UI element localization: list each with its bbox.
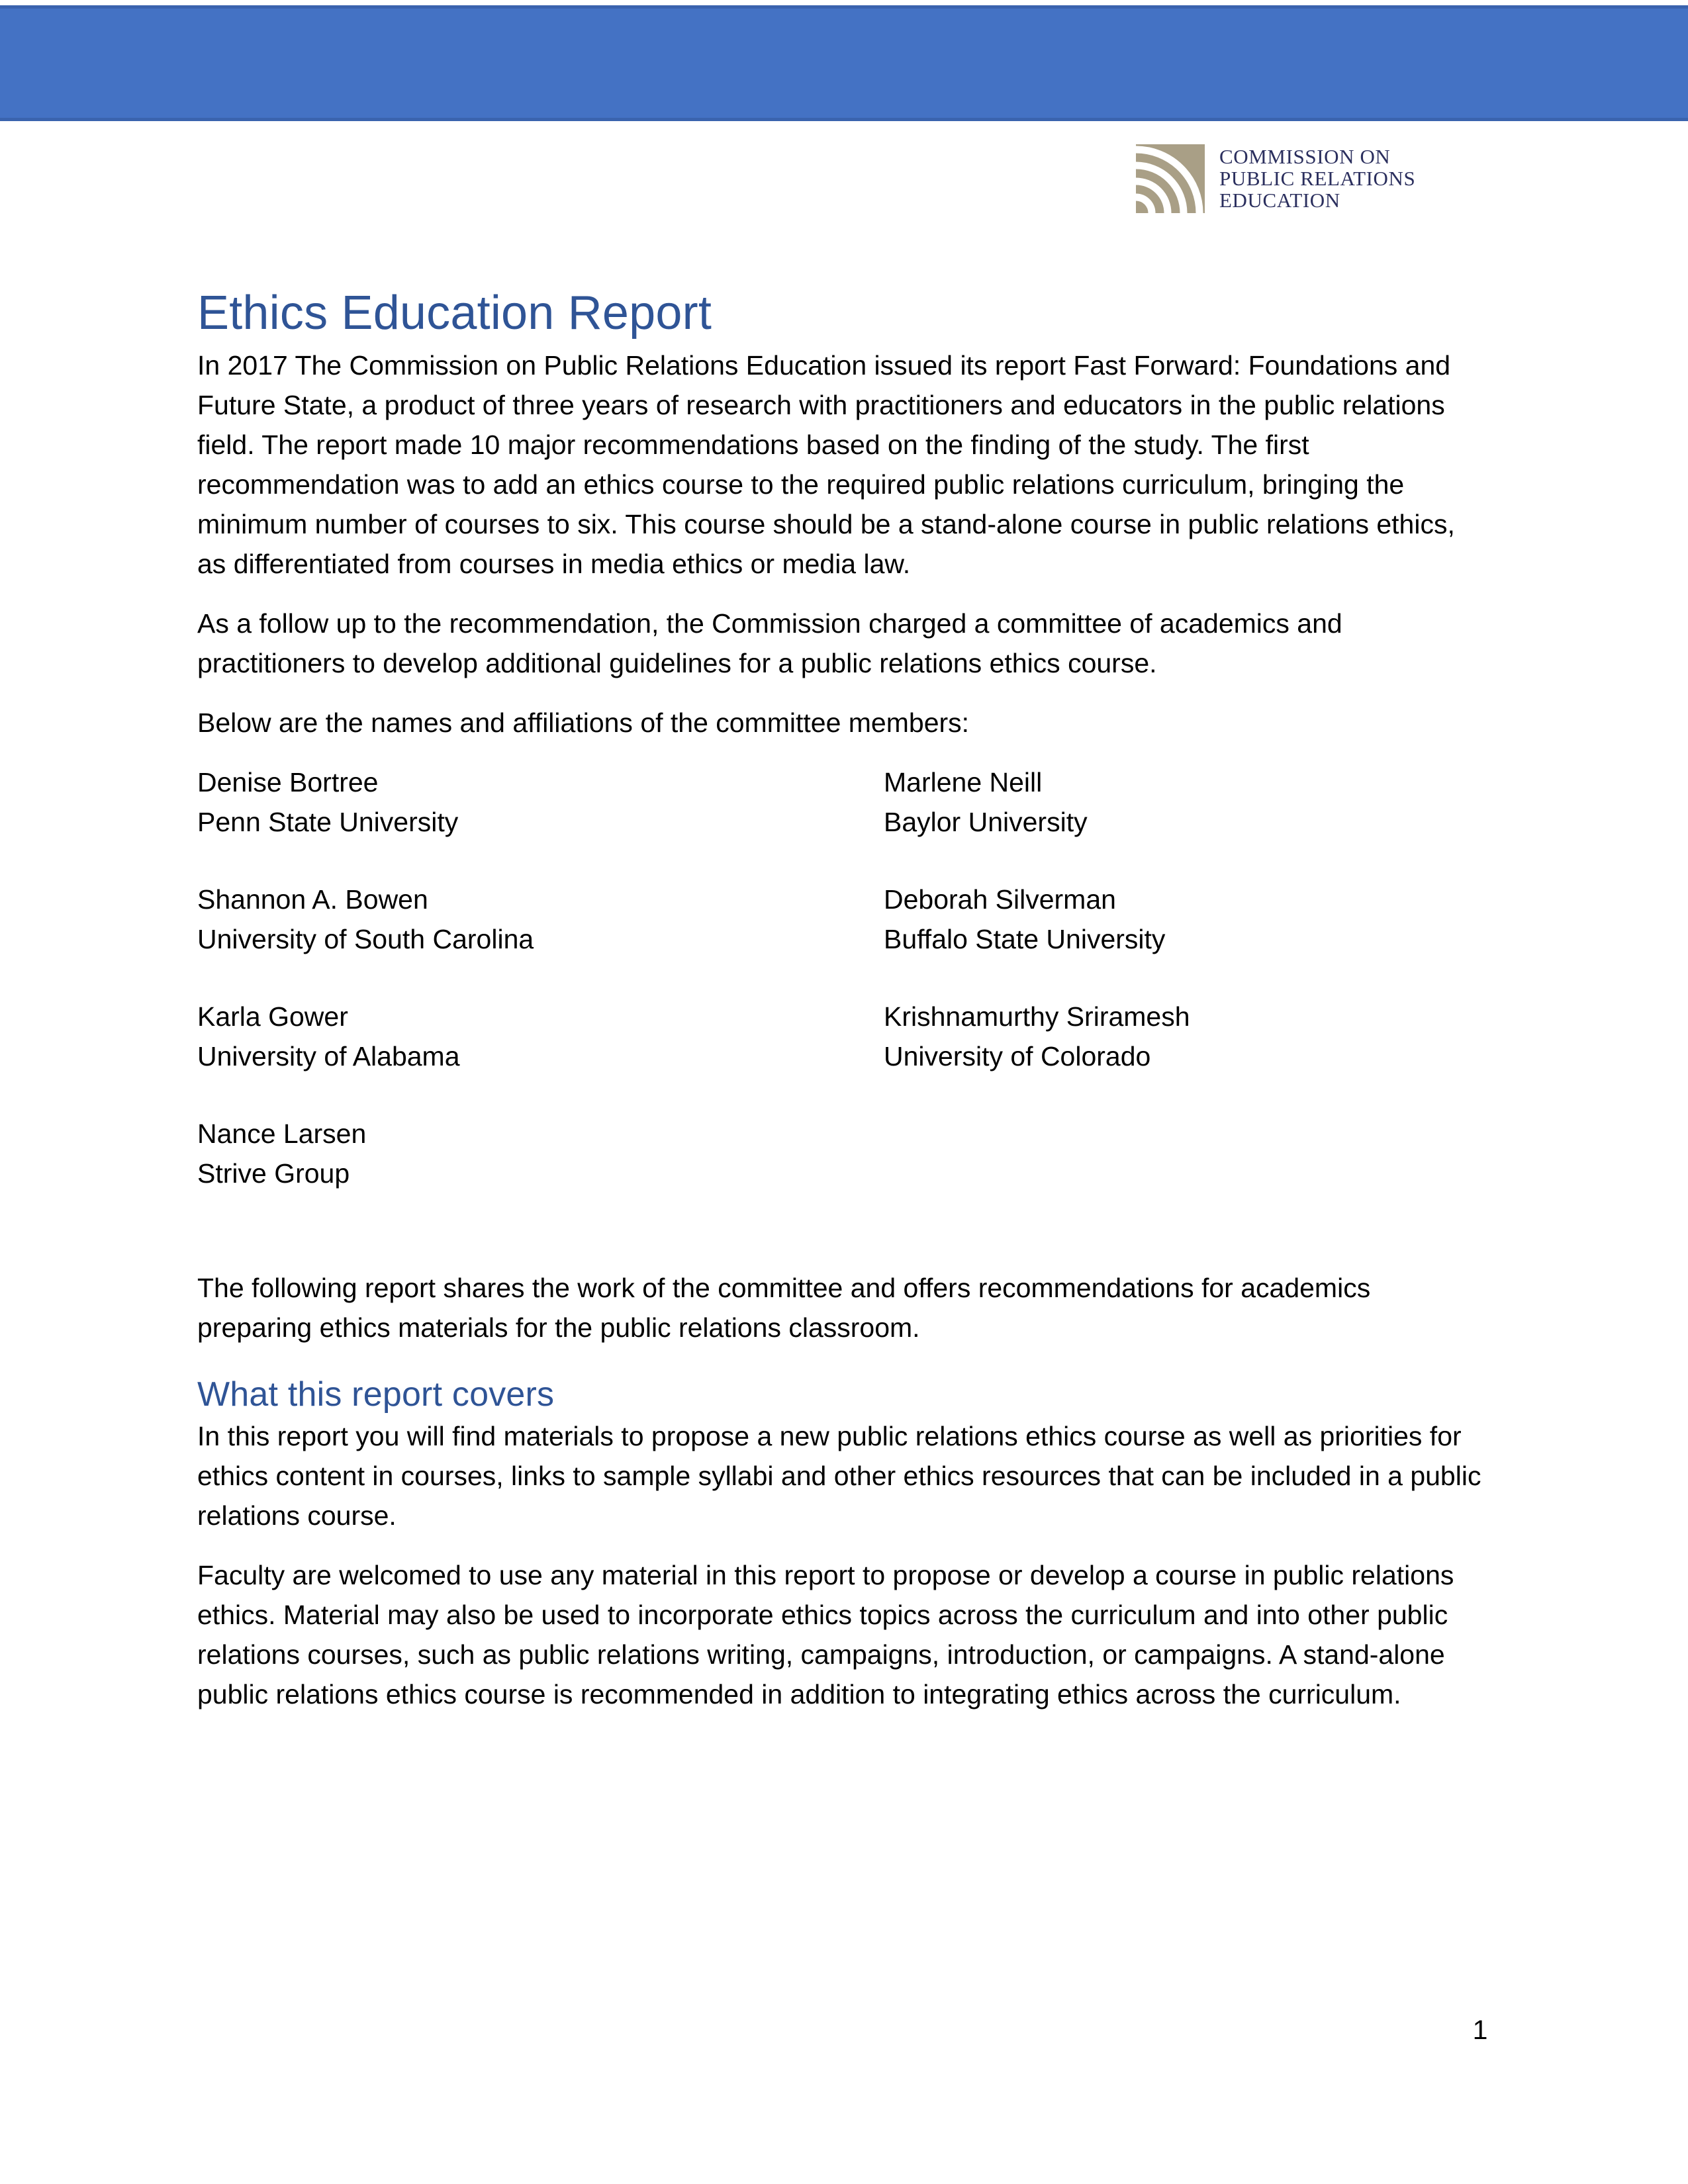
concentric-arcs-mark-icon [1136,144,1205,213]
member-affiliation: Penn State University [197,807,459,837]
intro-paragraph: In 2017 The Commission on Public Relations Education issued its report Fast Forward: Foundations and Future State, a product of three years of research with practitioners and educators in the public relations field. The report made 10 major recommendations based on the finding of the study. The first recommendation was to add an ethics course to the required public relations curriculum, bringing the minimum number of courses to six. This course should be a stand-alone course in public relations ethics, as differentiated from courses in media ethics or media law. [197,350,1455,579]
logo-line-2: PUBLIC RELATIONS [1219,167,1416,190]
member-name: Denise Bortree [197,767,379,797]
committee-member-row [197,1114,1481,1193]
committee-member-row [197,880,1481,959]
member-name: Deborah Silverman [884,884,1116,915]
page-title: Ethics Education Report [197,287,712,340]
committee-member-entry-empty [884,1114,1479,1193]
header-banner [0,5,1688,121]
page-number: 1 [1472,2015,1488,2045]
section-heading-what-this-report-covers: What this report covers [197,1375,555,1414]
committee-member-entry [884,997,1479,1076]
member-name: Marlene Neill [884,767,1043,797]
member-affiliation: University of Alabama [197,1041,460,1071]
member-name: Krishnamurthy Sriramesh [884,1001,1190,1032]
logo-line-3: EDUCATION [1219,189,1340,212]
logo-line-1: COMMISSION ON [1219,145,1391,168]
organization-logo-text [1219,146,1415,211]
member-affiliation: Strive Group [197,1158,350,1189]
section-spacer [197,1231,1481,1268]
faculty-usage-paragraph: Faculty are welcomed to use any material in this report to propose or develop a course in public relations ethics. Material may also be used to incorporate ethics topics across the curriculum and into other public relations courses, such as public relations writing, campaigns, introduction, or campaigns. A stand-alone public relations ethics course is recommended in addition to integrating ethics across the curriculum. [197,1560,1454,1709]
member-affiliation: Baylor University [884,807,1088,837]
document-content [197,285,1481,1714]
committee-member-entry [197,1114,884,1193]
report-contents-paragraph: In this report you will find materials to propose a new public relations ethics course as well as priorities for ethics content in courses, links to sample syllabi and other ethics resources that can be included in a public relations course. [197,1421,1481,1531]
member-name: Shannon A. Bowen [197,884,428,915]
committee-member-row [197,997,1481,1076]
committee-members-list [197,762,1481,1193]
committee-member-entry [197,997,884,1076]
member-affiliation: Buffalo State University [884,924,1166,954]
committee-member-entry [884,880,1479,959]
members-intro-text: Below are the names and affiliations of the committee members: [197,707,970,738]
member-affiliation: University of South Carolina [197,924,534,954]
report-overview-paragraph: The following report shares the work of the committee and offers recommendations for academics preparing ethics materials for the public relations classroom. [197,1273,1371,1343]
committee-member-row [197,762,1481,842]
committee-member-entry [197,762,884,842]
member-affiliation: University of Colorado [884,1041,1151,1071]
member-name: Nance Larsen [197,1118,367,1149]
member-name: Karla Gower [197,1001,348,1032]
organization-logo [1136,144,1415,213]
committee-member-entry [884,762,1479,842]
followup-paragraph: As a follow up to the recommendation, the Commission charged a committee of academics and practitioners to develop additional guidelines for a public relations ethics course. [197,608,1342,678]
committee-member-entry [197,880,884,959]
